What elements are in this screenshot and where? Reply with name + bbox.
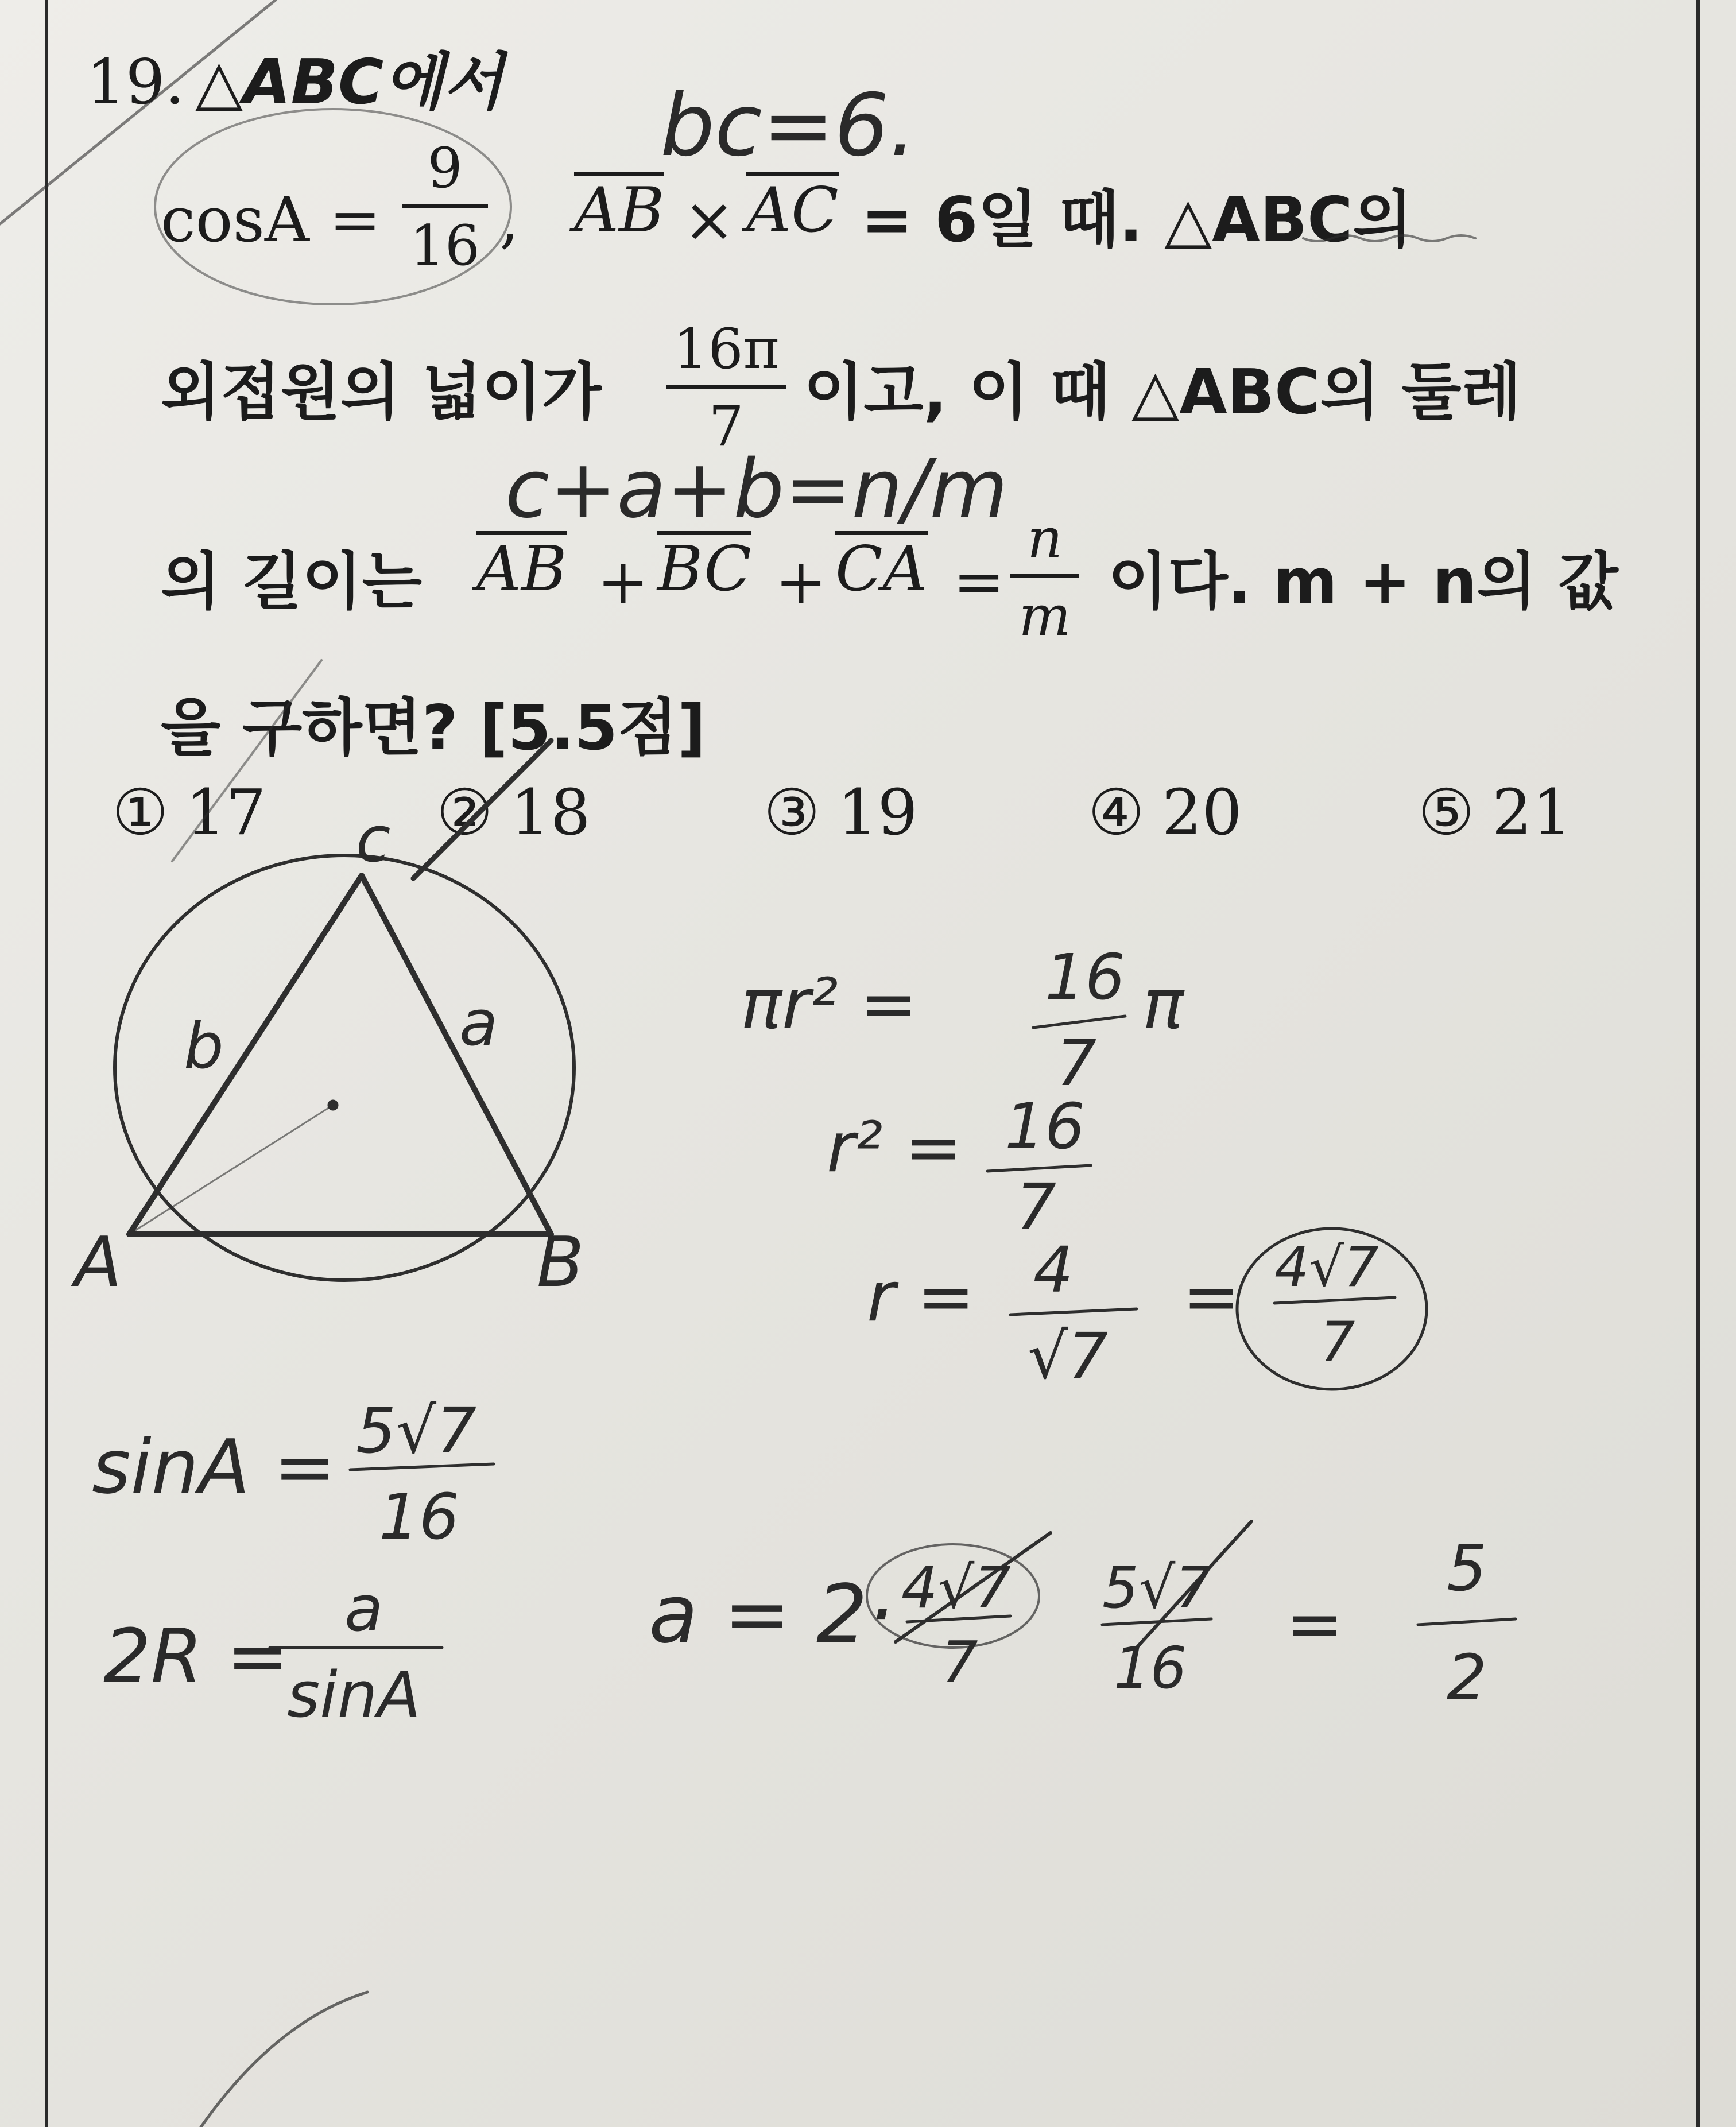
segment-ca: CA [835,531,928,600]
hw-fraction-bar [1010,1309,1137,1315]
choice-1-value: 17 [185,776,266,849]
hw-r3-res-den: 7 [1320,1311,1355,1374]
hw-a-lhs: a = 2· [649,1568,893,1661]
comma: , [499,184,520,256]
hw-top-note: bc=6. [660,76,917,176]
radius-line [129,1105,333,1234]
answer-denominator: m [1018,584,1071,648]
hw-sin-lhs: sinA = [92,1423,336,1510]
hw-fraction-bar [1418,1619,1516,1625]
stray-stroke [0,0,276,224]
choice-4-value: 20 [1161,776,1242,849]
hw-a-eq: = [1286,1584,1344,1664]
segment-ab-2: AB [476,531,567,600]
cos-numerator: 9 [427,136,463,200]
hw-a-res-den: 2 [1447,1641,1487,1714]
hw-a-f1-num: 4√7 [901,1554,1011,1621]
choice-2-strike [413,741,551,878]
hw-a-f2-num: 5√7 [1102,1554,1212,1621]
hw-sum-note: c+a+b=n/m [505,443,1008,536]
area-denominator: 7 [708,394,744,459]
hw-r3-lhs: r = [867,1257,975,1337]
hw-law-den: sinA [287,1658,421,1731]
hw-r1-lhs: πr² = [741,964,918,1044]
stray-stroke [172,660,321,861]
hw-side-a: a [459,986,498,1060]
cos-label: cosA = [161,184,381,256]
area-label: 외접원의 넓이가 [161,357,602,428]
choice-4-mark: ④ [1088,776,1145,849]
area-tail: 이고, 이 때 △ABC의 둘레 [804,357,1521,428]
scribble-loop [155,109,511,304]
choice-3-value: 19 [837,776,918,849]
choice-5-mark: ⑤ [1418,776,1475,849]
hw-r1-tail: π [1142,964,1184,1044]
hw-side-b: b [184,1009,224,1083]
question-line1: △ABC에서 [195,47,503,118]
hw-vertex-b: B [537,1223,584,1303]
stray-stroke [201,1992,367,2127]
length-label: 의 길이는 [161,546,422,618]
cos-denominator: 16 [409,214,480,278]
hw-r3-eq: = [1183,1257,1241,1337]
hw-law-lhs: 2R = [103,1613,289,1700]
choice-5-value: 21 [1491,776,1572,849]
hw-r2-lhs: r² = [827,1108,963,1188]
segment-ac: AC [746,172,839,242]
choice-1-mark: ① [112,776,169,849]
hw-a-res-num: 5 [1447,1532,1487,1605]
choice-2-mark: ② [436,776,493,849]
answer-numerator: n [1027,506,1063,571]
condition-text: = 6일 때. △ABC의 [861,184,1413,256]
segment-ab: AB [574,172,664,242]
hw-vertex-a: A [75,1223,122,1303]
hw-r2-num: 16 [1005,1090,1085,1163]
plus-sign-2: + [775,546,827,618]
equals-sign: = [953,546,1005,618]
question-number: 19. [86,47,185,118]
hw-r1-num: 16 [1045,940,1125,1014]
hw-r3-den: √7 [1028,1319,1109,1393]
choice-3-mark: ③ [764,776,820,849]
hw-r3-num: 4 [1033,1233,1074,1307]
hw-sin-num: 5√7 [356,1394,477,1467]
segment-bc: BC [657,531,751,600]
hw-r1-den: 7 [1056,1026,1096,1100]
question-ask: 을 구하면? [5.5점] [161,692,706,764]
hw-vertex-c: c [356,803,391,876]
hw-a-f2-den: 16 [1114,1634,1187,1702]
wavy-underline [1303,235,1475,241]
area-numerator: 16π [673,317,780,381]
choice-2-value: 18 [510,776,591,849]
plus-sign-1: + [597,546,649,618]
length-tail: 이다. m + n의 값 [1108,546,1618,618]
hw-r3-res-num: 4√7 [1274,1236,1379,1299]
hw-a-f1-den: 7 [941,1629,978,1696]
times-sign: × [683,184,735,256]
hw-law-num: a [344,1572,383,1645]
hw-fraction-bar [1033,1016,1125,1028]
hw-r2-den: 7 [1016,1170,1056,1243]
hw-sin-den: 16 [379,1480,459,1553]
